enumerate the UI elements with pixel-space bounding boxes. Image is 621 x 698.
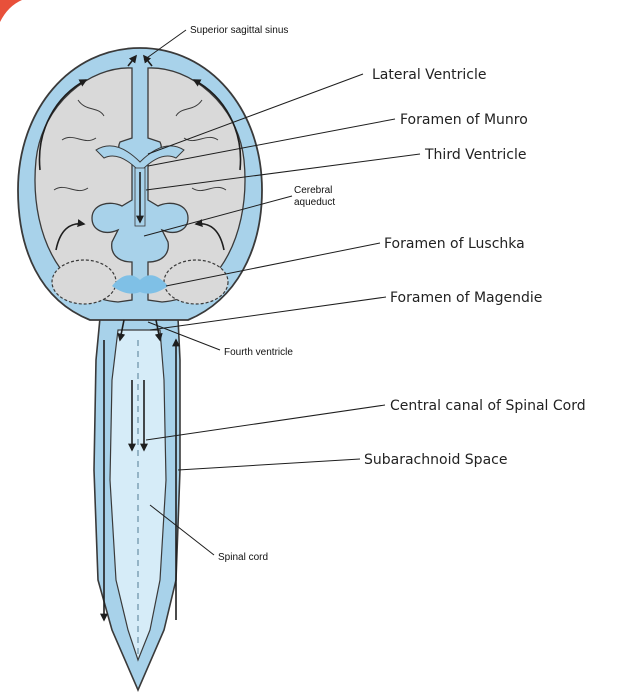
right-cerebellum [164, 260, 228, 304]
label-foramen-of-munro: Foramen of Munro [400, 112, 528, 128]
label-spinal-cord: Spinal cord [218, 552, 269, 563]
label-foramen-of-luschka: Foramen of Luschka [384, 236, 525, 252]
label-cerebral-aqueduct-line2: aqueduct [294, 197, 336, 208]
label-fourth-ventricle: Fourth ventricle [224, 347, 293, 358]
label-cerebral-aqueduct-line1: Cerebral [294, 185, 333, 196]
label-subarachnoid-space: Subarachnoid Space [364, 452, 508, 468]
corner-accent [0, 0, 22, 22]
label-central-canal: Central canal of Spinal Cord [390, 398, 586, 414]
label-superior-sagittal-sinus: Superior sagittal sinus [190, 25, 289, 36]
label-lateral-ventricle: Lateral Ventricle [372, 67, 487, 83]
left-cerebellum [52, 260, 116, 304]
label-third-ventricle: Third Ventricle [425, 147, 527, 163]
label-foramen-of-magendie: Foramen of Magendie [390, 290, 543, 306]
